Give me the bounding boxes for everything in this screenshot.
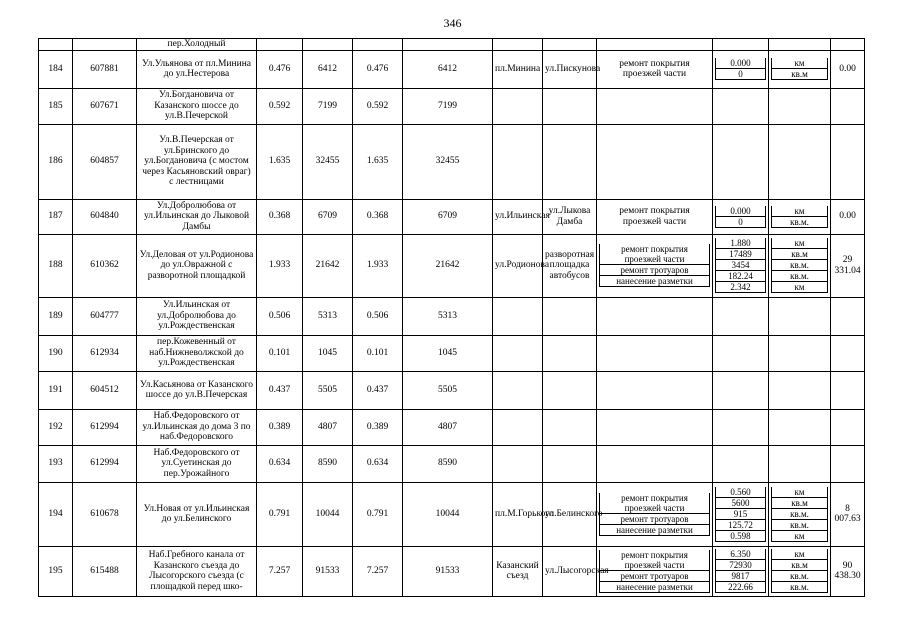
cost-value: 29 331.04 bbox=[831, 234, 865, 297]
length-repair: 0.368 bbox=[353, 199, 403, 234]
street-name-cell: Ул.Деловая от ул.Родионова до ул.Овражной с разворотной площадкой bbox=[137, 234, 257, 297]
work-type: ремонт тротуаров bbox=[600, 513, 710, 524]
road-code: 607881 bbox=[73, 50, 137, 88]
segment-from: пл.Минина bbox=[493, 50, 543, 88]
street-name-cell: Ул.Новая от ул.Ильинская до ул.Белинского bbox=[137, 482, 257, 546]
volume-value: 6.350 bbox=[716, 549, 766, 560]
area-total: 32455 bbox=[303, 124, 353, 199]
area-repair: 1045 bbox=[403, 335, 493, 371]
table-row bbox=[39, 371, 865, 409]
table-row bbox=[39, 409, 865, 445]
road-code: 612994 bbox=[73, 409, 137, 445]
work-type: ремонт покрытия проезжей части bbox=[600, 550, 710, 571]
page-number: 346 bbox=[443, 16, 462, 30]
length-repair: 1.635 bbox=[353, 124, 403, 199]
table-row bbox=[39, 234, 865, 297]
area-total: 10044 bbox=[303, 482, 353, 546]
length-repair: 7.257 bbox=[353, 546, 403, 596]
table-row bbox=[39, 50, 865, 88]
segment-from: ул.Ильинская bbox=[493, 199, 543, 234]
cost-value: 90 438.30 bbox=[831, 546, 865, 596]
road-code: 607671 bbox=[73, 88, 137, 124]
row-number: 195 bbox=[39, 546, 73, 596]
unit-value: кв.м. bbox=[772, 571, 828, 582]
area-repair: 32455 bbox=[403, 124, 493, 199]
table-row bbox=[39, 88, 865, 124]
row-number: 193 bbox=[39, 445, 73, 482]
length-repair: 0.791 bbox=[353, 482, 403, 546]
street-name-cell: Ул.Добролюбова от ул.Ильинская до Лыковой Дамбы bbox=[137, 199, 257, 234]
volume-value: 0.000 bbox=[716, 206, 766, 217]
table-row bbox=[39, 124, 865, 199]
unit-value: кв.м. bbox=[772, 582, 828, 593]
area-total: 8590 bbox=[303, 445, 353, 482]
unit-value: кв.м. bbox=[772, 260, 828, 271]
segment-from: ул.Родионова bbox=[493, 234, 543, 297]
row-number: 191 bbox=[39, 371, 73, 409]
unit-value: кв.м bbox=[772, 249, 828, 260]
volume-value: 17489 bbox=[716, 249, 766, 260]
work-type: ремонт покрытия проезжей части bbox=[600, 493, 710, 514]
street-name-cell: Наб.Гребного канала от Казанского съезда до Лысогорского съезда (с площадкой перед шко- bbox=[137, 546, 257, 596]
length-repair: 0.634 bbox=[353, 445, 403, 482]
volume-value: 2.342 bbox=[716, 282, 766, 293]
volume-cell bbox=[713, 546, 769, 596]
unit-cell bbox=[769, 546, 831, 596]
unit-value: км bbox=[772, 282, 828, 293]
street-name-cell: Наб.Федоровского от ул.Ильинская до дома 3 по наб.Федоровского bbox=[137, 409, 257, 445]
length-repair: 0.437 bbox=[353, 371, 403, 409]
volume-value: 9817 bbox=[716, 571, 766, 582]
area-repair: 6412 bbox=[403, 50, 493, 88]
area-total: 21642 bbox=[303, 234, 353, 297]
area-total: 1045 bbox=[303, 335, 353, 371]
length-total: 0.437 bbox=[257, 371, 303, 409]
area-total: 91533 bbox=[303, 546, 353, 596]
street-name-cell: Ул.Ульянова от пл.Минина до ул.Нестерова bbox=[137, 50, 257, 88]
row-number: 189 bbox=[39, 297, 73, 335]
work-type: ремонт покрытия проезжей части bbox=[597, 199, 713, 234]
length-total: 0.506 bbox=[257, 297, 303, 335]
road-code: 612934 bbox=[73, 335, 137, 371]
area-repair: 5313 bbox=[403, 297, 493, 335]
street-name-cell: Ул.Богдановича от Казанского шоссе до ул.В.Печерской bbox=[137, 88, 257, 124]
segment-to: ул.Лыкова Дамба bbox=[543, 199, 597, 234]
row-number: 184 bbox=[39, 50, 73, 88]
unit-cell bbox=[769, 50, 831, 88]
length-repair: 0.476 bbox=[353, 50, 403, 88]
unit-value: кв.м bbox=[772, 69, 828, 80]
volume-value: 0.000 bbox=[716, 58, 766, 69]
work-type: ремонт покрытия проезжей части bbox=[597, 50, 713, 88]
work-cell bbox=[597, 234, 713, 297]
length-total: 1.933 bbox=[257, 234, 303, 297]
length-total: 0.634 bbox=[257, 445, 303, 482]
area-total: 5505 bbox=[303, 371, 353, 409]
unit-cell bbox=[769, 482, 831, 546]
row-number: 186 bbox=[39, 124, 73, 199]
length-repair: 1.933 bbox=[353, 234, 403, 297]
length-total: 0.389 bbox=[257, 409, 303, 445]
work-cell bbox=[597, 546, 713, 596]
work-cell bbox=[597, 482, 713, 546]
length-total: 0.101 bbox=[257, 335, 303, 371]
work-type: ремонт тротуаров bbox=[600, 265, 710, 276]
area-repair: 5505 bbox=[403, 371, 493, 409]
table-row bbox=[39, 335, 865, 371]
length-total: 0.791 bbox=[257, 482, 303, 546]
segment-to: ул.Лысогорская bbox=[543, 546, 597, 596]
street-name-cell: пер.Холодный bbox=[137, 39, 257, 51]
area-total: 4807 bbox=[303, 409, 353, 445]
volume-value: 0 bbox=[716, 216, 766, 227]
road-code: 612994 bbox=[73, 445, 137, 482]
unit-value: кв.м bbox=[772, 560, 828, 571]
row-number: 194 bbox=[39, 482, 73, 546]
segment-to: ул.Белинского bbox=[543, 482, 597, 546]
length-repair: 0.101 bbox=[353, 335, 403, 371]
length-repair: 0.389 bbox=[353, 409, 403, 445]
unit-value: кв.м. bbox=[772, 216, 828, 227]
unit-cell bbox=[769, 199, 831, 234]
area-repair: 7199 bbox=[403, 88, 493, 124]
street-name-cell: Ул.В.Печерская от ул.Бринского до ул.Богдановича (с мостом через Касьяновский овраг) с лестницами bbox=[137, 124, 257, 199]
unit-value: кв.м. bbox=[772, 519, 828, 530]
unit-value: км bbox=[772, 58, 828, 69]
volume-value: 0 bbox=[716, 69, 766, 80]
road-repair-table bbox=[38, 38, 865, 597]
unit-value: кв.м. bbox=[772, 508, 828, 519]
row-number: 188 bbox=[39, 234, 73, 297]
work-type: нанесение разметки bbox=[600, 581, 710, 592]
cost-value: 0.00 bbox=[831, 199, 865, 234]
volume-value: 5600 bbox=[716, 497, 766, 508]
segment-to: ул.Пискунова bbox=[543, 50, 597, 88]
area-repair: 10044 bbox=[403, 482, 493, 546]
unit-value: км bbox=[772, 206, 828, 217]
unit-value: км bbox=[772, 487, 828, 498]
work-type: нанесение разметки bbox=[600, 276, 710, 287]
segment-from: пл.М.Горького bbox=[493, 482, 543, 546]
table-row bbox=[39, 546, 865, 596]
area-repair: 21642 bbox=[403, 234, 493, 297]
cost-value: 0.00 bbox=[831, 50, 865, 88]
volume-value: 222.66 bbox=[716, 582, 766, 593]
volume-cell bbox=[713, 234, 769, 297]
length-repair: 0.506 bbox=[353, 297, 403, 335]
road-code: 615488 bbox=[73, 546, 137, 596]
volume-cell bbox=[713, 482, 769, 546]
table-row bbox=[39, 445, 865, 482]
row-number: 185 bbox=[39, 88, 73, 124]
volume-value: 1.880 bbox=[716, 238, 766, 249]
unit-value: км bbox=[772, 549, 828, 560]
volume-cell bbox=[713, 199, 769, 234]
volume-value: 0.598 bbox=[716, 530, 766, 541]
area-total: 6709 bbox=[303, 199, 353, 234]
street-name-cell: пер.Кожевенный от наб.Нижневолжской до ул.Рождественская bbox=[137, 335, 257, 371]
area-repair: 91533 bbox=[403, 546, 493, 596]
area-total: 5313 bbox=[303, 297, 353, 335]
work-type: нанесение разметки bbox=[600, 524, 710, 535]
table-row bbox=[39, 199, 865, 234]
area-repair: 6709 bbox=[403, 199, 493, 234]
road-code: 604777 bbox=[73, 297, 137, 335]
street-name-cell: Ул.Касьянова от Казанского шоссе до ул.В.Печерская bbox=[137, 371, 257, 409]
volume-value: 0.560 bbox=[716, 487, 766, 498]
volume-value: 125.72 bbox=[716, 519, 766, 530]
road-code: 610678 bbox=[73, 482, 137, 546]
street-name-cell: Наб.Федоровского от ул.Суетинская до пер.Урожайного bbox=[137, 445, 257, 482]
table-row bbox=[39, 482, 865, 546]
row-number: 187 bbox=[39, 199, 73, 234]
length-repair: 0.592 bbox=[353, 88, 403, 124]
work-type: ремонт покрытия проезжей части bbox=[600, 244, 710, 265]
length-total: 0.592 bbox=[257, 88, 303, 124]
segment-from: Казанский съезд bbox=[493, 546, 543, 596]
road-code: 604840 bbox=[73, 199, 137, 234]
volume-value: 182.24 bbox=[716, 271, 766, 282]
length-total: 0.476 bbox=[257, 50, 303, 88]
unit-value: кв.м. bbox=[772, 271, 828, 282]
length-total: 0.368 bbox=[257, 199, 303, 234]
unit-value: км bbox=[772, 238, 828, 249]
area-total: 7199 bbox=[303, 88, 353, 124]
table-row bbox=[39, 297, 865, 335]
volume-value: 915 bbox=[716, 508, 766, 519]
length-total: 7.257 bbox=[257, 546, 303, 596]
volume-value: 72930 bbox=[716, 560, 766, 571]
length-total: 1.635 bbox=[257, 124, 303, 199]
row-number: 192 bbox=[39, 409, 73, 445]
work-type: ремонт тротуаров bbox=[600, 570, 710, 581]
volume-cell bbox=[713, 50, 769, 88]
cost-value: 8 007.63 bbox=[831, 482, 865, 546]
volume-value: 3454 bbox=[716, 260, 766, 271]
segment-to: разворотная площадка автобусов bbox=[543, 234, 597, 297]
street-name-cell: Ул.Ильинская от ул.Добролюбова до ул.Рождественская bbox=[137, 297, 257, 335]
road-code: 610362 bbox=[73, 234, 137, 297]
area-repair: 4807 bbox=[403, 409, 493, 445]
unit-value: км bbox=[772, 530, 828, 541]
unit-cell bbox=[769, 234, 831, 297]
road-code: 604857 bbox=[73, 124, 137, 199]
table-row-continuation bbox=[39, 39, 865, 51]
row-number: 190 bbox=[39, 335, 73, 371]
unit-value: кв.м bbox=[772, 497, 828, 508]
area-total: 6412 bbox=[303, 50, 353, 88]
area-repair: 8590 bbox=[403, 445, 493, 482]
road-code: 604512 bbox=[73, 371, 137, 409]
